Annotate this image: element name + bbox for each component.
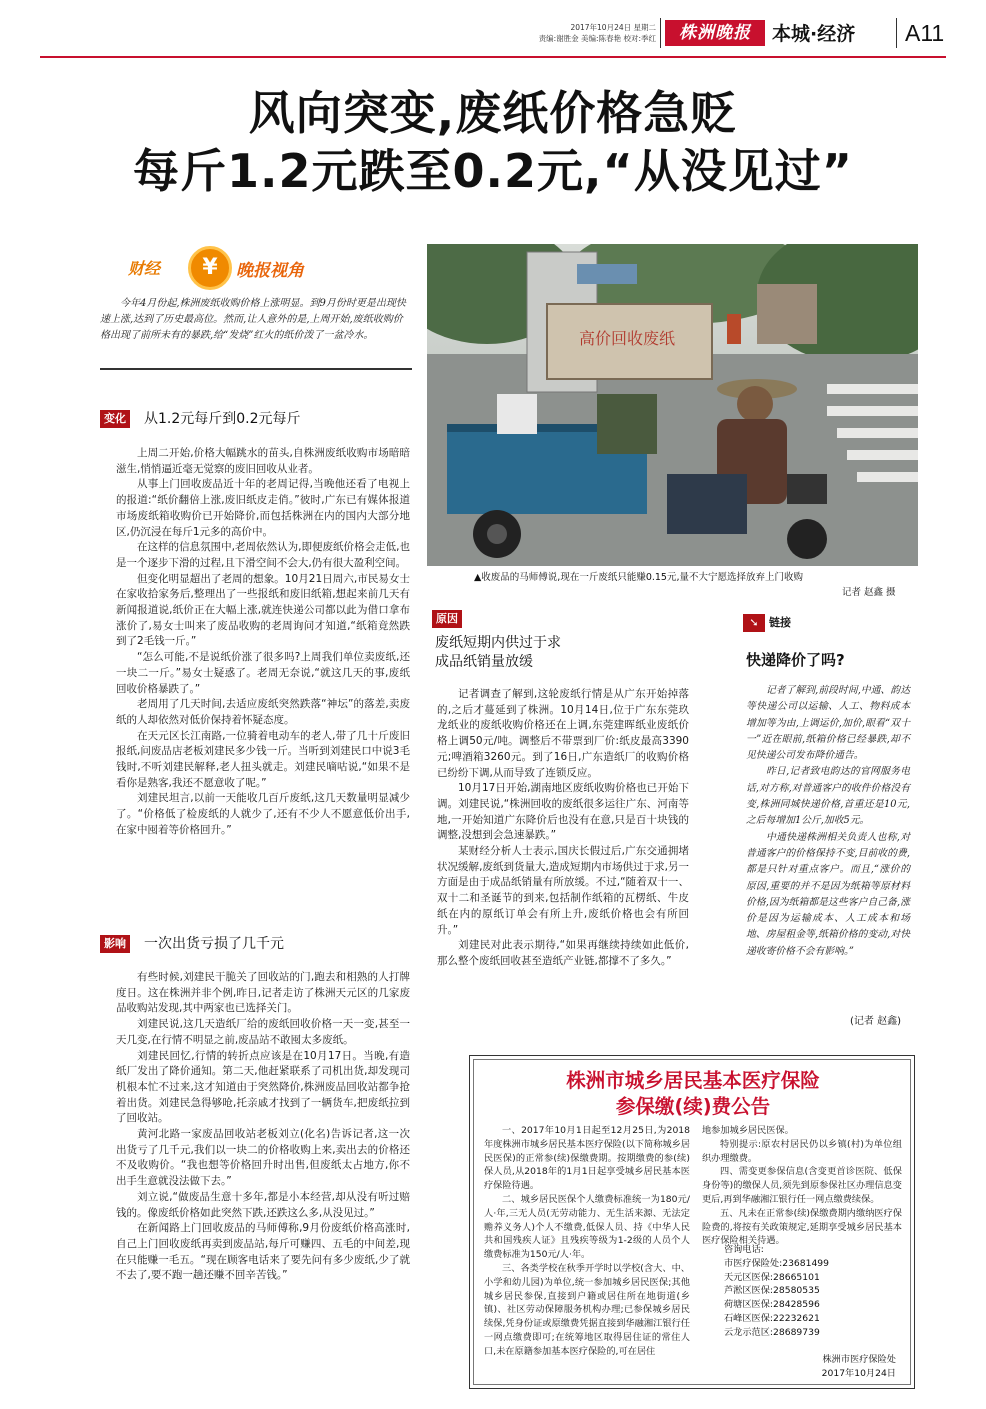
article-body-impact (116, 970, 410, 1284)
contact-label: 荷塘区医保: (724, 1299, 774, 1311)
notice-date: 2017年10月24日 (821, 1367, 896, 1379)
paragraph: 特别提示:原农村居民仍以乡镇(村)为单位组织办理缴费。 (702, 1138, 902, 1164)
contact-row (724, 1284, 829, 1298)
section-title: 一次出货亏损了几千元 (144, 936, 284, 952)
paragraph: 黄河北路一家废品回收站老板刘立(化名)告诉记者,这一次出货亏了几千元,我们以一块二的价格收购上来,卖出去的价格还不及收购价。“我也想等价格回升时出售,但废纸太占地方,你不出手生意就没法做下去。” (116, 1128, 410, 1188)
paragraph: 在这样的信息氛围中,老周依然认为,即便废纸价格会走低,也是一个逐步下滑的过程,且下滑空间不会大,仍有很大盈利空间。 (116, 541, 410, 569)
contact-row (724, 1243, 829, 1257)
notice-left-column (484, 1124, 690, 1359)
contact-number: 23681499 (782, 1257, 829, 1269)
contact-label: 天元区医保: (724, 1271, 774, 1283)
headline-line-2: 每斤1.2元跌至0.2元,“从没见过” (133, 144, 853, 198)
paragraph: 中通快递株洲相关负责人也称,对普通客户的价格保持不变,目前收的费,都是只针对重点客户。而且,“涨价的原因,重要的并不是因为纸箱等原材料价格,因为纸箱都是这些客户自己备,涨价是因为运输成本、人工成本和场地、房屋租金等,纸箱价格的变动,对快递收寄价格不会有影响。” (746, 831, 910, 957)
contact-number: 28665101 (773, 1271, 820, 1283)
paragraph: 记者了解到,前段时间,中通、韵达等快递公司以运输、人工、物料成本增加等为由,上调运价,加价,眼看“双十一”近在眼前,纸箱价格已经暴跌,却不见快递公司发布降价通告。 (746, 685, 910, 762)
header-editors: 责编:谢胜金 美编:陈春艳 校对:季红 (538, 34, 656, 43)
paragraph: 在天元区长江南路,一位骑着电动车的老人,带了几十斤废旧报纸,问废品店老板刘建民多少钱一斤。当听到刘建民口中说3毛钱时,不听刘建民解释,老人扭头就走。刘建民嘀咕说,“如果不是看你是熟客,我还不愿意收了呢。” (116, 729, 410, 789)
section-tag: 影响 (100, 935, 130, 953)
article-body-change (116, 446, 410, 839)
notice-issuer: 株洲市医疗保险处 (822, 1354, 896, 1365)
paragraph: 三、各类学校在秋季开学时以学校(含大、中、小学和幼儿园)为单位,统一参加城乡居民医保;其他城乡居民参保,直接到户籍或居住所在地街道(乡镇)、社区劳动保障服务机构办理;已参保城乡居民续保,凭身份证或原缴费凭据直接到华融湘江银行任一网点缴费即可;在统筹地区取得居住证的常住人口,未在原籍参加基本医疗保险的,可在居住 (484, 1262, 690, 1357)
page-number: A11 (905, 20, 945, 46)
section-head-change (100, 410, 400, 430)
paragraph: 刘建民回忆,行情的转折点应该是在10月17日。当晚,有造纸厂发出了降价通知。第二天,他赶紧联系了司机出货,却发现司机根本忙不过来,这才知道由于突然降价,株洲废品回收站都争抢着出货。刘建民急得够呛,托亲戚才找到了一辆货车,把废纸拉到了回收站。 (116, 1049, 410, 1125)
notice-right-column (702, 1124, 902, 1248)
header-rule (40, 56, 946, 58)
link-body (746, 683, 910, 960)
paragraph: 上周二开始,价格大幅跳水的苗头,自株洲废纸收购市场暗暗滋生,悄悄逼近毫无觉察的废旧回收从业者。 (116, 447, 410, 475)
intro-lead: 今年4月份起,株洲废纸收购价格上涨明显。到9月份时更是出现快速上涨,达到了历史最高位。然而,让人意外的是,上周开始,废纸收购价格出现了前所未有的暴跌,给“发烧”红火的纸价泼了一盆冷水。 (100, 298, 406, 341)
contact-row (724, 1257, 829, 1271)
link-title: 快递降价了吗? (746, 651, 845, 669)
tricycle-photo-illustration (427, 244, 918, 566)
notice-signature (822, 1353, 896, 1381)
paragraph: 但变化明显超出了老周的想象。10月21日周六,市民易女士在家收拾家务后,整理出了一些报纸和废旧纸箱,想起来前几天有新闻报道说,纸价正在大幅上涨,就连快递公司都以此为借口拿布涨价了,易女士叫来了废品收购的老周询问才知道,“纸箱竟然跌到了2毛钱一斤。” (116, 572, 410, 648)
paragraph: 一、2017年10月1日起至12月25日,为2018年度株洲市城乡居民基本医疗保险(以下简称城乡居民医保)的正常参(续)保缴费期。按期缴费的参(续)保人员,从2018年的1月1日起享受城乡居民基本医疗保险待遇。 (484, 1125, 690, 1192)
notice-title-line: 参保缴(续)费公告 (615, 1095, 771, 1118)
section-title-line: 成品纸销量放缓 (435, 654, 533, 670)
article-body-reason (437, 687, 689, 970)
insurance-notice (469, 1055, 915, 1389)
section-tag: 变化 (100, 410, 130, 428)
paragraph: 昨日,记者致电韵达的官网服务电话,对方称,对普通客户的收件价格没有变,株洲同城快递价格,首重还是10元,之后每增加1公斤,加收5元。 (746, 766, 910, 827)
paragraph: 地参加城乡居民医保。 (702, 1125, 794, 1136)
header-date: 2017年10月24日 星期二 (570, 23, 656, 32)
news-photo (427, 244, 918, 566)
intro-rule (100, 368, 412, 370)
header-divider (896, 18, 897, 48)
section-title: 从1.2元每斤到0.2元每斤 (144, 411, 301, 427)
contact-label: 云龙示范区: (724, 1326, 774, 1338)
paragraph: 二、城乡居民医保个人缴费标准统一为180元/人·年,三无人员(无劳动能力、无生活来源、无法定赡养义务人)个人不缴费,低保人员、持《中华人民共和国残疾人证》且残疾等级为1-2级的人员个人缴费标准为150元/人·年。 (484, 1193, 690, 1261)
header-meta (508, 22, 656, 44)
link-author: (记者 赵鑫) (850, 1016, 901, 1027)
header-divider (660, 18, 661, 48)
badge-left-text: 财经 (128, 259, 161, 278)
headline-line-1: 风向突变,废纸价格急贬 (248, 86, 738, 140)
contact-row (724, 1326, 829, 1340)
page-header (0, 0, 986, 60)
main-headline (0, 84, 986, 200)
contact-row (724, 1312, 829, 1326)
contact-label: 市医疗保险处: (724, 1257, 783, 1269)
badge-right-text: 晚报视角 (236, 261, 304, 281)
paragraph: 刘建民对此表示期待,“如果再继续持续如此低价,那么整个废纸回收甚至造纸产业链,都撑不了多久。” (437, 939, 689, 967)
arrow-icon: ➘ (743, 614, 765, 632)
notice-frame (473, 1059, 911, 1385)
paragraph: 某财经分析人士表示,国庆长假过后,广东交通拥堵状况缓解,废纸到货量大,造成短期内市场供过于求,另一方面是由于成品纸销量有所放缓。不过,“随着双十一、双十二和圣诞节的到来,包括制作纸箱的瓦楞纸、牛皮纸在内的原纸订单会有所上升,废纸价格也会有所回升。” (437, 845, 689, 936)
notice-title-line: 株洲市城乡居民基本医疗保险 (566, 1069, 820, 1092)
contact-label: 芦淞区医保: (724, 1285, 774, 1297)
section-head-reason (432, 610, 492, 630)
notice-contacts (724, 1243, 829, 1340)
column-badge (128, 246, 358, 290)
paragraph: 五、凡未在正常参(续)保缴费期内缴纳医疗保险费的,将按有关政策规定,延期享受城乡居民基本医疗保险相关待遇。 (702, 1207, 902, 1247)
photo-credit: 记者 赵鑫 摄 (842, 587, 896, 598)
link-section-head (743, 614, 823, 632)
notice-title (474, 1068, 912, 1120)
section-tag: 原因 (432, 610, 462, 628)
paragraph: 在新闻路上门回收废品的马师傅称,9月份废纸价格高涨时,自己上门回收废纸再卖到废品站,每斤可赚四、五毛的中间差,现在只能赚一毛五。“现在顾客电话来了要先问有多少废纸,少了就不去了,要不跑一趟还赚不回辛苦钱。” (116, 1222, 410, 1282)
section-head-impact (100, 935, 400, 955)
paragraph: 10月17日开始,湖南地区废纸收购价格也已开始下调。刘建民说,“株洲回收的废纸很多运往广东、河南等地,一开始知道广东降价后也没有在意,只是百十块钱的调整,没想到会急速暴跌。” (437, 782, 689, 842)
section-title-line: 废纸短期内供过于求 (435, 635, 561, 651)
contact-row (724, 1298, 829, 1312)
photo-sign-text: 高价回收废纸 (578, 329, 676, 348)
paragraph: 刘建民说,这几天造纸厂给的废纸回收价格一天一变,甚至一天几变,在行情不明显之前,废品站不敢囤太多废纸。 (116, 1018, 410, 1046)
paragraph: 从事上门回收废品近十年的老周记得,当晚他还看了电视上的报道:“纸价翻倍上涨,废旧纸皮走俏。”彼时,广东已有媒体报道市场废纸箱收购价已开始降价,而包括株洲在内的国内大部分地区,仍沉浸在每斤1元多的高价中。 (116, 478, 410, 538)
yuan-coin-icon: ¥ (188, 246, 232, 290)
contact-label: 咨询电话: (724, 1244, 764, 1255)
paragraph: 老周用了几天时间,去适应废纸突然跌落“神坛”的落差,卖废纸的人却依然对低价保持着怀疑态度。 (116, 698, 410, 726)
contact-number: 28428596 (773, 1299, 820, 1311)
paragraph: 四、需变更参保信息(含变更首诊医院、低保身份等)的缴保人员,须先到原参保社区办理信息变更后,再到华融湘江银行任一网点缴费续保。 (702, 1166, 902, 1205)
contact-row (724, 1271, 829, 1285)
link-label: 链接 (769, 616, 791, 629)
contact-number: 28580535 (773, 1285, 820, 1297)
contact-number: 28689739 (773, 1326, 820, 1338)
contact-label: 石峰区医保: (724, 1312, 774, 1324)
paragraph: 记者调查了解到,这轮废纸行情是从广东开始掉落的,之后才蔓延到了株洲。10月14日,位于广东东莞玖龙纸业的废纸收购价格还在上调,东莞建晖纸业废纸价格上调50元/吨。调整后不带票到厂价:纸皮最高3390元;啤酒箱3260元。到了16日,广东造纸厂的收购价格已纷纷下调,从而导致了连锁反应。 (437, 688, 689, 779)
section-name: 本城·经济 (772, 23, 856, 45)
paragraph: 刘建民坦言,以前一天能收几百斤废纸,这几天数量明显减少了。“价格低了检废纸的人就少了,还有不少人不愿意低价出手,在家中囤着等价格回升。” (116, 792, 410, 836)
paragraph: “怎么可能,不是说纸价涨了很多吗?上周我们单位卖废纸,还一块二一斤。”易女士疑惑了。老周无奈说,“就这几天的事,废纸回收价格暴跌了。” (116, 651, 410, 695)
contact-number: 22232621 (773, 1312, 820, 1324)
newspaper-logo: 株洲晚报 (665, 20, 765, 46)
photo-caption: ▲收废品的马师傅说,现在一斤废纸只能赚0.15元,量不大宁愿选择放弃上门收购 (474, 572, 803, 583)
paragraph: 刘立说,“做废品生意十多年,都是小本经营,却从没有听过赔钱的。像废纸价格如此突然下跌,还跌这么多,从没见过。” (116, 1190, 410, 1219)
section-title-reason (435, 634, 561, 672)
paragraph: 有些时候,刘建民干脆关了回收站的门,跑去和相熟的人打牌度日。这在株洲并非个例,昨日,记者走访了株洲天元区的几家废品收购站发现,其中两家也已选择关门。 (116, 971, 410, 1015)
